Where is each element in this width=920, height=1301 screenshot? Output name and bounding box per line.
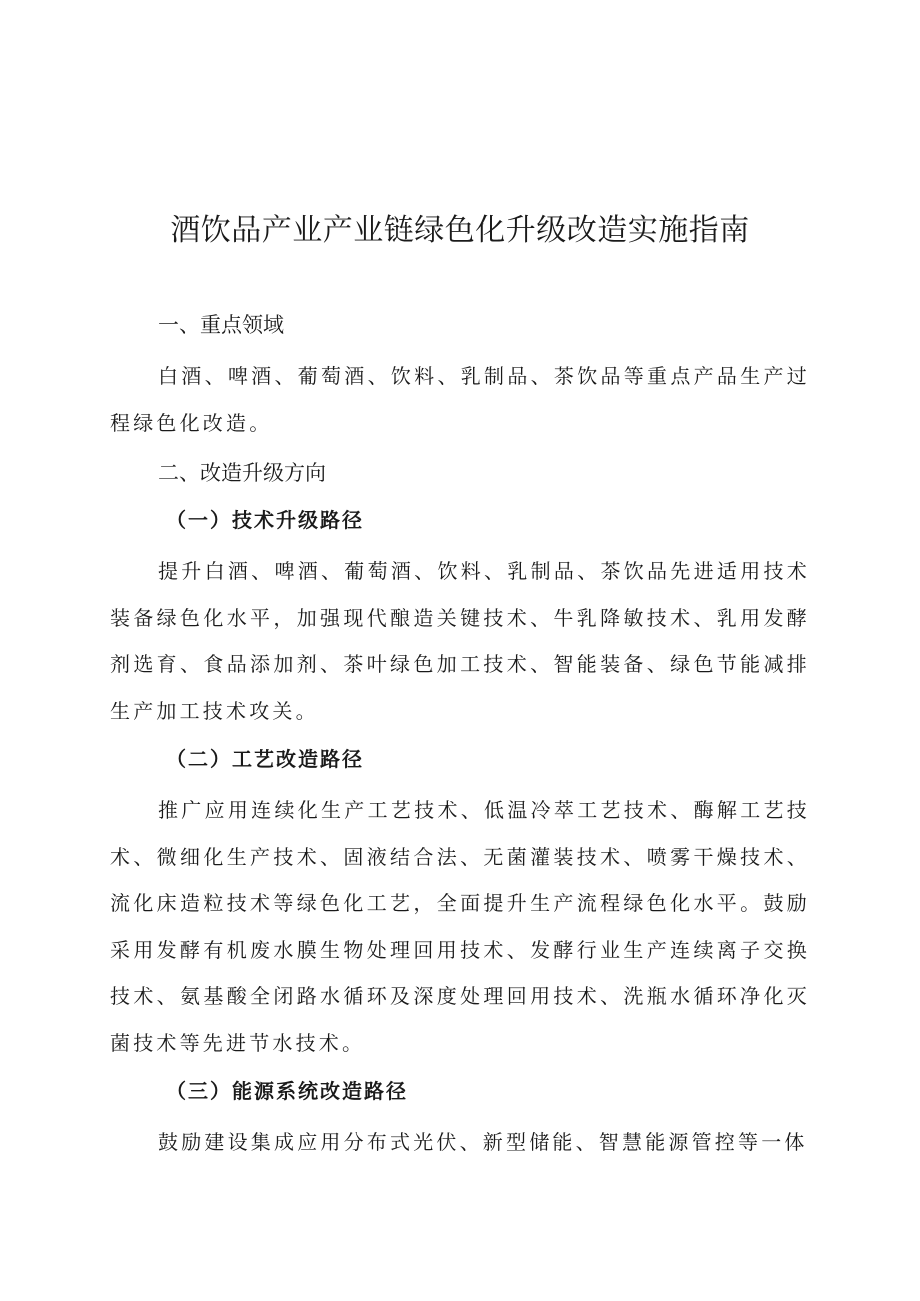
section-heading-upgrade-directions: 二、改造升级方向 bbox=[158, 461, 326, 485]
subsection-paragraph-process: 推广应用连续化生产工艺技术、低温冷萃工艺技术、酶解工艺技术、微细化生产技术、固液结合法、无菌灌装技术、喷雾干燥技术、流化床造粒技术等绿色化工艺，全面提升生产流程绿色化水平。鼓励采用发酵有机废水膜生物处理回用技术、发酵行业生产连续离子交换技术、氨基酸全闭路水循环及深度处理回用技术、洗瓶水循环净化灭菌技术等先进节水技术。 bbox=[110, 798, 810, 1055]
subsection-paragraph-energy: 鼓励建设集成应用分布式光伏、新型储能、智慧能源管控等一体 bbox=[158, 1130, 808, 1154]
document-title: 酒饮品产业产业链绿色化升级改造实施指南 bbox=[170, 213, 750, 248]
subsection-heading-technology: （一）技术升级路径 bbox=[166, 508, 364, 532]
subsection-heading-process: （二）工艺改造路径 bbox=[166, 747, 364, 771]
document-body bbox=[110, 308, 810, 1167]
section-heading-key-areas: 一、重点领域 bbox=[158, 313, 284, 337]
section-paragraph-key-areas: 白酒、啤酒、葡萄酒、饮料、乳制品、茶饮品等重点产品生产过程绿色化改造。 bbox=[110, 364, 810, 435]
subsection-paragraph-technology: 提升白酒、啤酒、葡萄酒、饮料、乳制品、茶饮品先进适用技术装备绿色化水平，加强现代酿造关键技术、牛乳降敏技术、乳用发酵剂选育、食品添加剂、茶叶绿色加工技术、智能装备、绿色节能减排生产加工技术攻关。 bbox=[110, 559, 810, 723]
subsection-heading-energy: （三）能源系统改造路径 bbox=[166, 1079, 408, 1103]
